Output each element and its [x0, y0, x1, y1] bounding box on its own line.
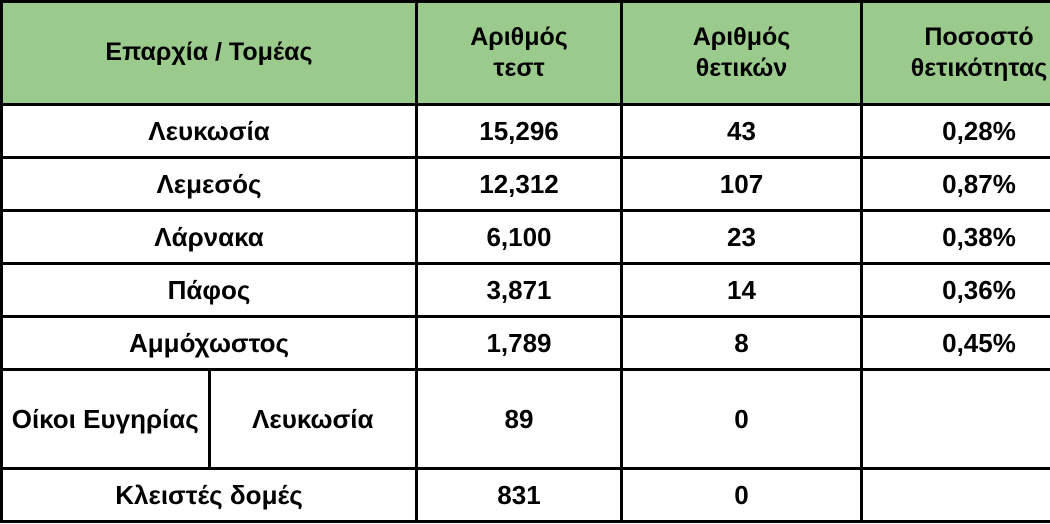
row-tests: 6,100: [417, 211, 622, 264]
row-tests: 12,312: [417, 158, 622, 211]
row-positives: 14: [622, 264, 862, 317]
table-body: [2, 105, 1050, 522]
header-positives: [622, 2, 862, 105]
header-region: Επαρχία / Τομέας: [2, 2, 417, 105]
header-positives-line1: Αριθμός: [692, 22, 791, 51]
table-row: [2, 317, 1050, 370]
row-positives: 0: [622, 370, 862, 469]
table-row: [2, 105, 1050, 158]
row-label: Λεμεσός: [2, 158, 417, 211]
row-tests: 1,789: [417, 317, 622, 370]
row-sublabel: Λευκωσία: [209, 370, 417, 469]
row-rate: 0,28%: [862, 105, 1050, 158]
table-row: [2, 370, 1050, 469]
table-row: [2, 211, 1050, 264]
row-rate: 0,45%: [862, 317, 1050, 370]
row-positives: 23: [622, 211, 862, 264]
header-positives-line2: θετικών: [695, 54, 788, 82]
header-tests-line1: Αριθμός: [470, 22, 568, 51]
table-row: [2, 264, 1050, 317]
row-positives: 43: [622, 105, 862, 158]
table-row: [2, 469, 1050, 522]
row-positives: 0: [622, 469, 862, 522]
row-label: Πάφος: [2, 264, 417, 317]
row-tests: 3,871: [417, 264, 622, 317]
row-rate: 0,87%: [862, 158, 1050, 211]
row-label: Κλειστές δομές: [2, 469, 417, 522]
row-tests: 15,296: [417, 105, 622, 158]
header-rate-line1: Ποσοστό: [924, 22, 1034, 51]
row-label: Λάρνακα: [2, 211, 417, 264]
row-tests: 89: [417, 370, 622, 469]
row-positives: 107: [622, 158, 862, 211]
header-tests: [417, 2, 622, 105]
row-rate: 0,38%: [862, 211, 1050, 264]
table-header: [2, 2, 1050, 105]
row-rate: [862, 370, 1050, 469]
header-row: [2, 2, 1050, 105]
row-label: Λευκωσία: [2, 105, 417, 158]
row-tests: 831: [417, 469, 622, 522]
row-label: Αμμόχωστος: [2, 317, 417, 370]
row-rate: [862, 469, 1050, 522]
table-row: [2, 158, 1050, 211]
header-rate: [862, 2, 1050, 105]
header-tests-line2: τεστ: [493, 54, 545, 82]
row-positives: 8: [622, 317, 862, 370]
row-label: Οίκοι Ευγηρίας: [2, 370, 210, 469]
row-rate: 0,36%: [862, 264, 1050, 317]
header-rate-line2: θετικότητας: [910, 54, 1048, 82]
